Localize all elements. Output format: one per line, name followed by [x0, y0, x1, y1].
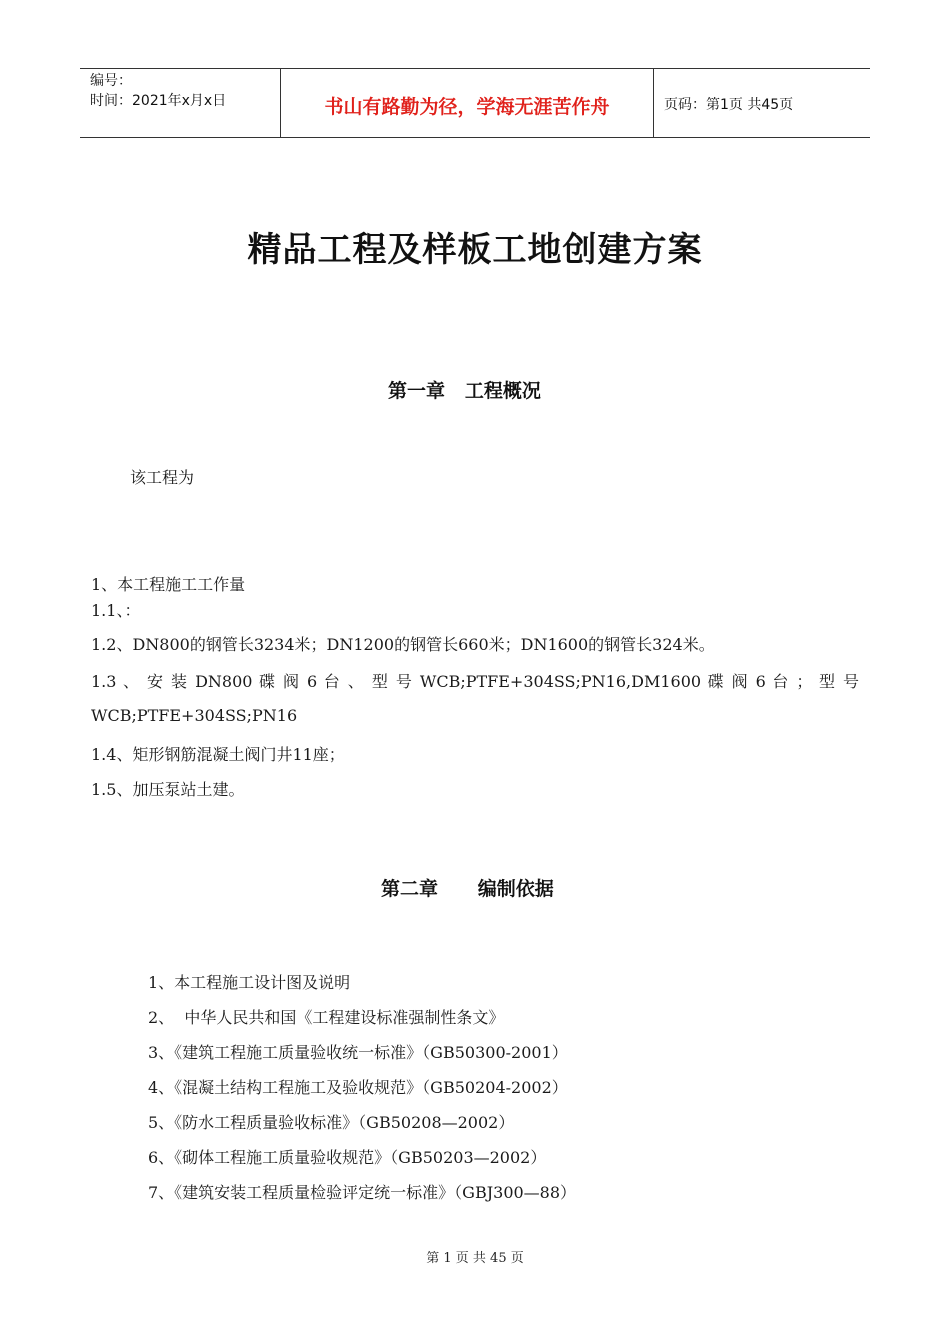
chapter1-heading: 第一章 工程概况 — [388, 380, 541, 402]
reference-item: 7、《建筑安装工程质量检验评定统一标准》（GBJ300—88） — [148, 1183, 577, 1202]
header-meta — [80, 69, 281, 137]
chapter2-heading: 第二章 编制依据 — [381, 878, 554, 900]
chapter1-item: 1.1、： — [91, 601, 141, 620]
header-page-info: 页码：第1页 共45页 — [664, 97, 794, 113]
reference-item: 5、《防水工程质量验收标准》（GB50208—2002） — [148, 1113, 515, 1132]
header-time-label: 时间：2021年x月x日 — [90, 93, 227, 109]
chapter1-item: 1.5、加压泵站土建。 — [91, 780, 245, 799]
header-motto: 书山有路勤为径，学海无涯苦作舟 — [281, 69, 654, 137]
reference-item: 6、《砌体工程施工质量验收规范》（GB50203—2002） — [148, 1148, 547, 1167]
reference-item: 1、本工程施工设计图及说明 — [148, 973, 351, 992]
reference-item: 3、《建筑工程施工质量验收统一标准》（GB50300-2001） — [148, 1043, 568, 1062]
document-title: 精品工程及样板工地创建方案 — [247, 230, 703, 270]
header-number-label: 编号： — [90, 73, 132, 89]
reference-item: 2、 中华人民共和国《工程建设标准强制性条文》 — [148, 1008, 505, 1027]
page-footer: 第 1 页 共 45 页 — [426, 1251, 524, 1266]
chapter1-item: 1.2、DN800的钢管长3234米；DN1200的钢管长660米；DN1600的钢管长324米。 — [91, 635, 715, 654]
page-header — [80, 68, 870, 138]
chapter1-intro: 该工程为 — [130, 468, 195, 487]
chapter1-item: 1、本工程施工工作量 — [91, 575, 246, 594]
chapter1-item: WCB;PTFE+304SS;PN16 — [91, 706, 298, 725]
chapter1-item: 1.3 、 安 装 DN800 碟 阀 6 台 、 型 号 WCB;PTFE+304SS;PN16,DM1600 碟 阀 6 台 ； 型 号 — [91, 672, 859, 691]
reference-item: 4、《混凝土结构工程施工及验收规范》（GB50204-2002） — [148, 1078, 568, 1097]
chapter1-item: 1.4、矩形钢筋混凝土阀门井11座； — [91, 745, 345, 764]
